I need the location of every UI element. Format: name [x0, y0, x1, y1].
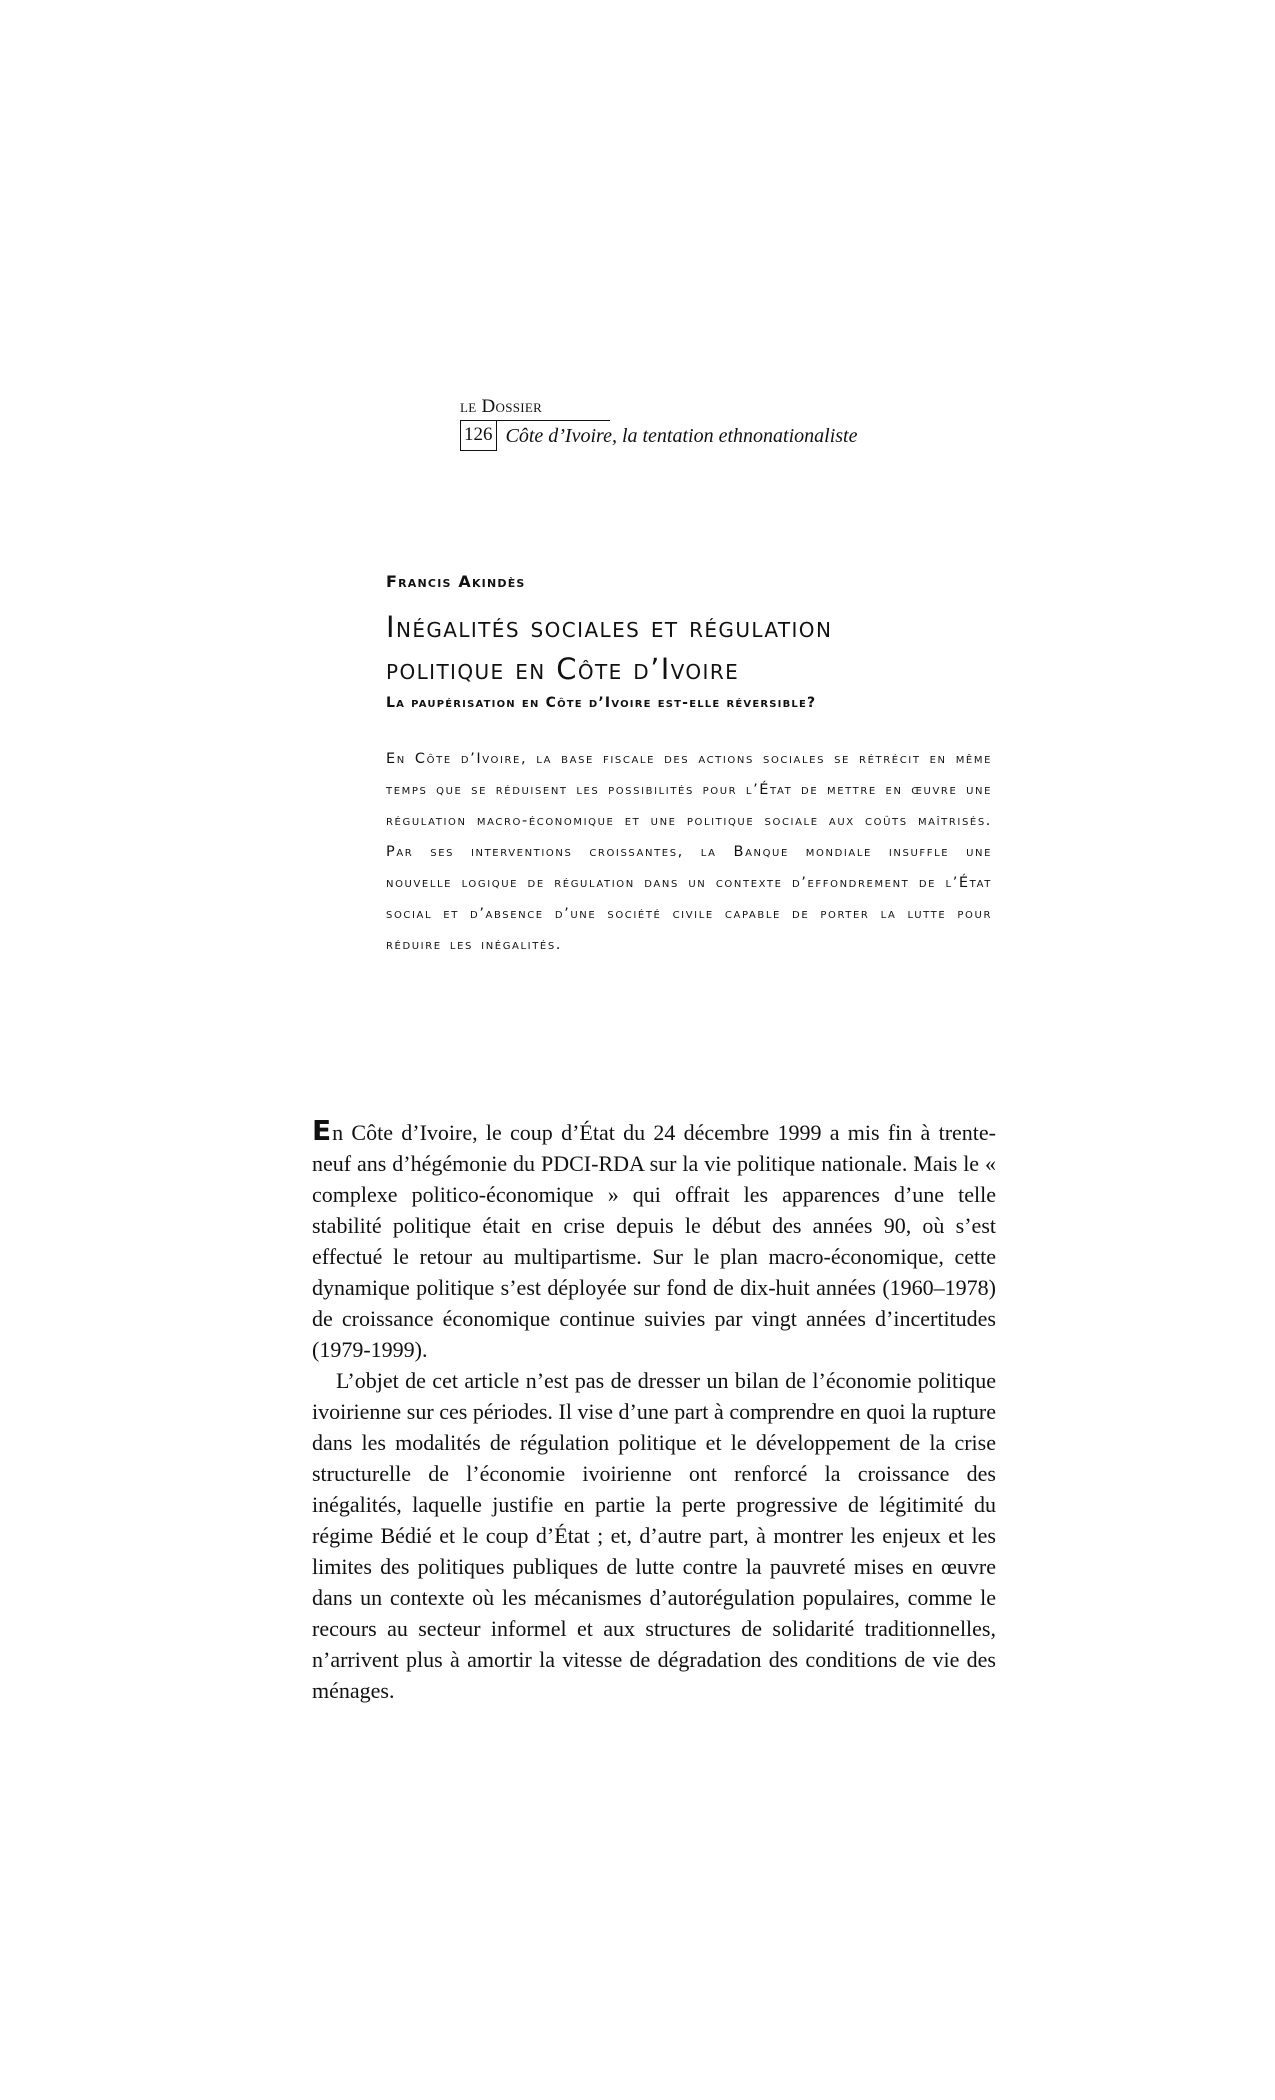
body-paragraph-2: L’objet de cet article n’est pas de dresser un bilan de l’économie politique ivoirienne sur ces périodes. Il vise d’une part à comprendre en quoi la rupture dans les modalités de régulation politique et le développement de la crise structurelle de l’économie ivoirienne ont renforcé la croissance des inégalités, laquelle justifie en partie la perte progressive de légitimité du régime Bédié et le coup d’État ; et, d’autre part, à montrer les enjeux et les limites des politiques publiques de lutte contre la pauvreté mises en œuvre dans un contexte où les mécanismes d’autorégulation populaires, comme le recours au secteur informel et aux structures de solidarité traditionnelles, n’arrivent plus à amortir la vitesse de dégradation des conditions de vie des ménages. [312, 1368, 996, 1703]
article-body [312, 1114, 996, 1706]
article-abstract: En Côte d’Ivoire, la base fiscale des actions sociales se rétrécit en même temps que se réduisent les possibilités pour l’État de mettre en œuvre une régulation macro-économique et une politique sociale aux coûts maîtrisés. Par ses interventions croissantes, la Banque mondiale insuffle une nouvelle logique de régulation dans un contexte d’effondrement de l’État social et d’absence d’une société civile capable de porter la lutte pour réduire les inégalités. [386, 751, 992, 953]
section-label: le Dossier [460, 396, 610, 421]
body-paragraph-1 [312, 1114, 996, 1365]
author-name: Francis Akindès [386, 572, 526, 591]
article-title [386, 606, 996, 690]
page-number: 126 [460, 421, 497, 451]
article-title-line-2: politique en Côte d’Ivoire [386, 652, 740, 686]
body-paragraph-1-text: n Côte d’Ivoire, le coup d’État du 24 décembre 1999 a mis fin à trente-neuf ans d’hégémonie du PDCI-RDA sur la vie politique nationale. Mais le « complexe politico-économique » qui offrait les apparences d’une telle stabilité politique était en crise depuis le début des années 90, où s’est effectué le retour au multipartisme. Sur le plan macro-économique, cette dynamique politique s’est déployée sur fond de dix-huit années (1960–1978) de croissance économique continue suivies par vingt années d’incertitudes (1979-1999). [312, 1120, 996, 1362]
drop-cap: E [312, 1114, 332, 1147]
running-title: Côte d’Ivoire, la tentation ethnonationaliste [505, 425, 858, 447]
article-heading [386, 570, 996, 961]
running-header [460, 396, 920, 451]
article-subtitle: La paupérisation en Côte d’Ivoire est-elle réversible? [386, 695, 817, 711]
article-title-line-1: Inégalités sociales et régulation [386, 610, 833, 644]
folio-row [460, 421, 920, 451]
